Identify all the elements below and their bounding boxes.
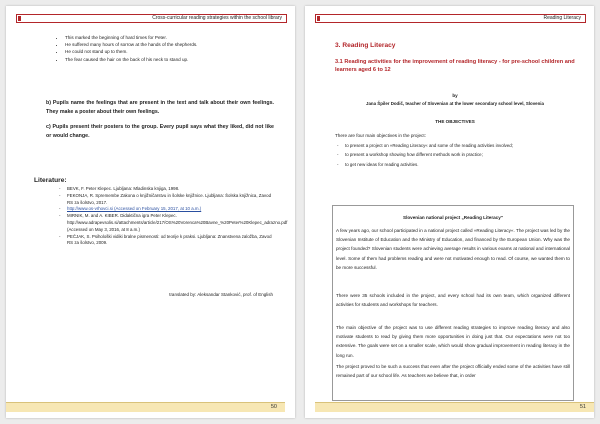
translator-credit: translated by: Aleksandar Stanković, prof. of English xyxy=(169,292,273,297)
objective-item: - to present a project on »Reading Literacy« and some of the reading activities involved; xyxy=(337,141,569,150)
objective-item: - to get new ideas for reading activities. xyxy=(337,160,569,169)
list-item: • He suffered many hours of sorrow at the hands of the shepherds. xyxy=(65,41,256,48)
task-c: c) Pupils present their posters to the group. Every pupil says what they liked, did not like or would change. xyxy=(46,124,274,139)
objectives-list xyxy=(337,141,569,169)
list-item: • This marked the beginning of hard times for Peter. xyxy=(65,34,256,41)
project-box xyxy=(332,205,574,401)
bullet-list xyxy=(56,34,256,63)
header-title: Cross-curricular reading strategies within the school library xyxy=(152,15,282,21)
objectives-title: THE OBJECTIVES xyxy=(435,119,475,124)
list-item: • The fear caused the hair on the back of his neck to stand up. xyxy=(65,56,256,63)
subsection-heading: 3.1 Reading activities for the improvement of reading literacy - for pre-school children and learners aged 6 to 12 xyxy=(335,59,575,74)
literature-item: - PEČJAK, S. Psihološki vidiki bralne pismenosti: od teorije k praksi. Ljubljana: Znanstvena založba, Zavod RS za šolstvo, 2009. xyxy=(59,234,274,248)
literature-item: - FEKONJA, R. Spremembe Zakona o knjižničarstvu in šolske knjižnice. Ljubljana: Šolska knjižnica, Zavod RS za šolstvo, 2017. xyxy=(59,193,274,207)
header-marker xyxy=(317,16,320,21)
box-paragraph: There were 35 schools included in the project, and every school had its own team, which organized different activities for students and workshops for teachers. xyxy=(336,293,570,308)
right-page xyxy=(305,6,594,418)
left-page xyxy=(6,6,295,418)
page-number-bar xyxy=(315,402,594,412)
literature-title: Literature: xyxy=(34,177,67,184)
page-number: 51 xyxy=(579,404,586,410)
box-title: Slovenian national project „Reading Literacy" xyxy=(403,215,503,220)
page-header xyxy=(315,14,586,23)
literature-item: - MIRNIK, M. and A. KIBER. Didaktična igra Peter Klepec. http://www.adrapevsolis.si/attachments/article/217/OS%20Vorenca%20Bavne_%20Peter%20Klepec_adrazno.pdf (Accessed on May 3, 2016, at 8 a.m.) xyxy=(59,213,274,233)
byline-author: Jana Špiler Dodič, teacher of Slovenian at the lower secondary school level, Slovenia xyxy=(366,101,544,106)
page-number-bar xyxy=(6,402,285,412)
literature-link[interactable]: http://www.os-vrhovci.si (Accessed on February 15, 2017, at 10 a.m.) xyxy=(67,206,202,212)
box-paragraph: A few years ago, our school participated in a national project called »Reading Literacy«. The project was led by the Slovenian Institute of Education and the Ministry of Education, and financed by the European Union. Why was the project founded? Slovenian students were achieving average results in various exams at national and international level. Some of them had problems reading and were not motivated enough to read. Of course, we wanted them to be more successful. xyxy=(336,228,570,270)
header-marker xyxy=(18,16,21,21)
literature-item: - BEVK, F. Peter Klepec. Ljubljana: Mladinska knjiga, 1998. xyxy=(59,186,274,193)
list-item: • He could not stand up to them. xyxy=(65,48,256,55)
box-paragraph: The project proved to be such a success that even after the project officially ended some of the activities have still remained part of our school life. As teachers we believe that, in order xyxy=(336,364,570,379)
literature-item[interactable] xyxy=(59,206,274,213)
section-heading: 3. Reading Literacy xyxy=(335,42,396,49)
objectives-intro: There are four main objectives in the project: xyxy=(335,133,426,138)
header-title: Reading Literacy xyxy=(543,15,581,21)
box-paragraph: The main objective of the project was to use different reading strategies to improve reading literacy and also motivate students to read by giving them more opportunities in doing just that. Our expectations were not too extensive. The goals were set on a smaller scale, which would show gradual improvement in reading literacy in the long run. xyxy=(336,325,570,358)
byline-by: by xyxy=(452,93,458,98)
task-b: b) Pupils name the feelings that are present in the text and talk about their own feelings. They make a poster about their own feelings. xyxy=(46,100,274,115)
page-number: 50 xyxy=(270,404,277,410)
page-header xyxy=(16,14,287,23)
literature-list xyxy=(59,186,288,247)
objective-item: - to present a workshop showing how different methods work in practice; xyxy=(337,150,569,159)
